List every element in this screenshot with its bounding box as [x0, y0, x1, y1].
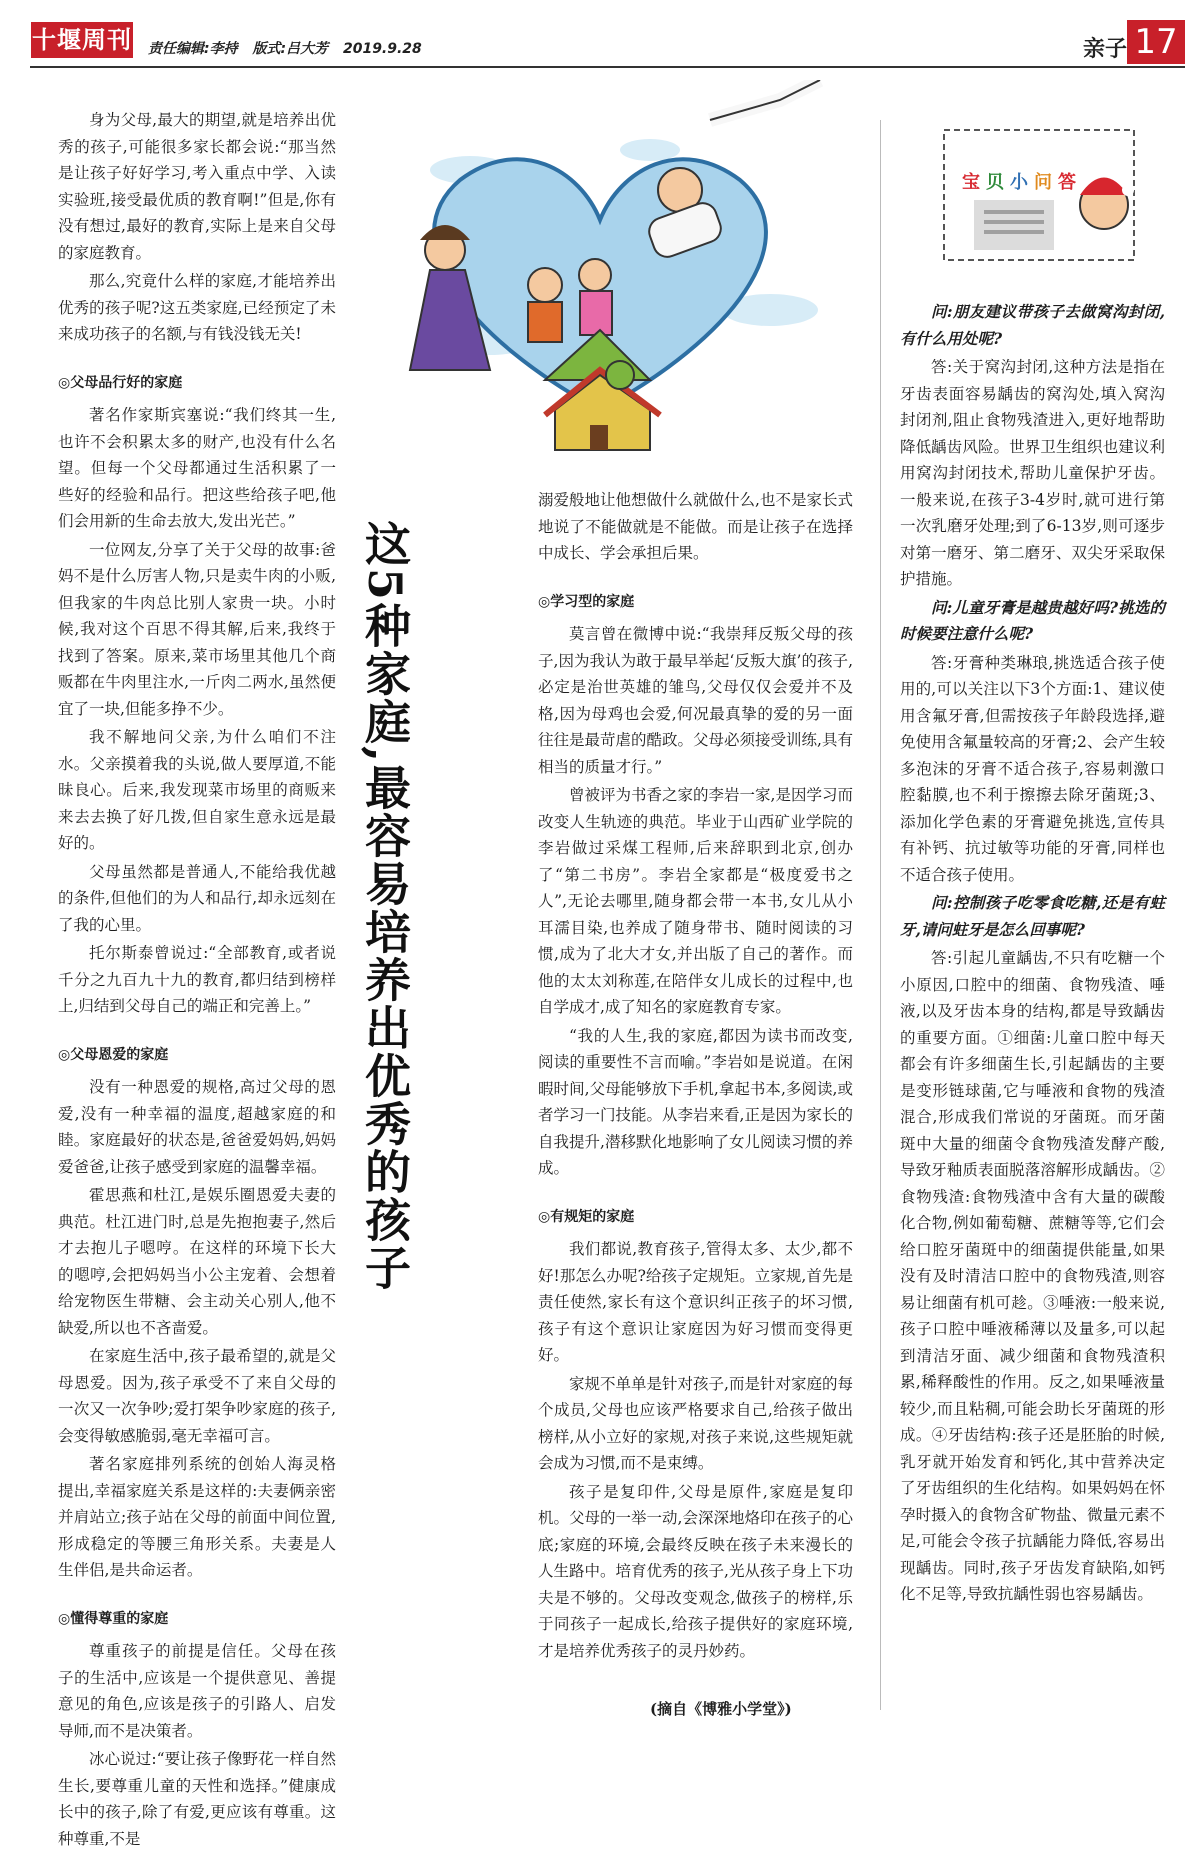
paragraph: 我们都说,教育孩子,管得太多、太少,都不好!那怎么办呢?给孩子定规矩。立家规,首先是责任使然,家长有这个意识纠正孩子的坏习惯,孩子有这个意识让家庭因为好习惯而变得更好。 [538, 1240, 853, 1364]
section-label: 亲子 [1083, 37, 1128, 62]
paragraph: 莫言曾在微博中说:“我崇拜反叛父母的孩子,因为我认为敢于最早举起‘反叛大旗’的孩子,必定是治世英雄的雏鸟,父母仅仅会爱并不及格,因为母鸡也会爱,何况最真挚的爱的另一面往往是最苛虐的酷政。父母必须接受训练,具有相当的质量才行。” [538, 625, 853, 776]
qa-question: 问:控制孩子吃零食吃糖,还是有蛀牙,请问蛀牙是怎么回事呢? [900, 893, 1165, 939]
layout-credit: 版式:吕大芳 [252, 41, 329, 57]
column-divider [880, 120, 881, 1710]
section-heading: ◎懂得尊重的家庭 [58, 1610, 169, 1627]
header-rule [30, 66, 1185, 68]
issue-date: 2019.9.28 [342, 41, 422, 57]
paragraph: “我的人生,我的家庭,都因为读书而改变,阅读的重要性不言而喻。”李岩如是说道。在闲暇时间,父母能够放下手机,拿起书本,多阅读,或者学习一门技能。从李岩来看,正是因为家长的自我提升,潜移默化地影响了女儿阅读习惯的养成。 [538, 1026, 853, 1177]
qa-title-char: 小 [1010, 172, 1034, 193]
qa-box-title [962, 168, 1082, 194]
paragraph: 曾被评为书香之家的李岩一家,是因学习而改变人生轨迹的典范。毕业于山西矿业学院的李岩做过采煤工程师,后来辞职到北京,创办了“第二书房”。李岩全家都是“极度爱书之人”,无论去哪里,随身都会带一本书,女儿从小耳濡目染,也养成了随身带书、随时阅读的习惯,成为了北大才女,并出版了自己的著作。而他的太太刘称莲,在陪伴女儿成长的过程中,也自学成才,成了知名的家庭教育专家。 [538, 786, 853, 1016]
paragraph: 在家庭生活中,孩子最希望的,就是父母恩爱。因为,孩子承受不了来自父母的一次又一次争吵;爱打架争吵家庭的孩子,会变得敏感脆弱,毫无幸福可言。 [58, 1347, 336, 1445]
paragraph: 没有一种恩爱的规格,高过父母的恩爱,没有一种幸福的温度,超越家庭的和睦。家庭最好的状态是,爸爸爱妈妈,妈妈爱爸爸,让孩子感受到家庭的温馨幸福。 [58, 1078, 336, 1176]
qa-title-char: 答 [1058, 172, 1082, 193]
section-heading: ◎父母品行好的家庭 [58, 374, 183, 391]
section-heading: ◎父母恩爱的家庭 [58, 1046, 169, 1063]
qa-box-illustration [934, 120, 1149, 270]
section-heading: ◎有规矩的家庭 [538, 1208, 635, 1225]
paragraph: 父母虽然都是普通人,不能给我优越的条件,但他们的为人和品行,却永远刻在了我的心里。 [58, 862, 336, 934]
section-heading: ◎学习型的家庭 [538, 593, 635, 610]
paragraph: 霍思燕和杜江,是娱乐圈恩爱夫妻的典范。杜江进门时,总是先抱抱妻子,然后才去抱儿子嗯哼。在这样的环境下长大的嗯哼,会把妈妈当小公主宠着、会想着给宠物医生带糖、会主动关心别人,他不缺爱,所以也不吝啬爱。 [58, 1186, 336, 1337]
qa-answer: 答:关于窝沟封闭,这种方法是指在牙齿表面容易龋齿的窝沟处,填入窝沟封闭剂,阻止食物残渣进入,更好地帮助降低龋齿风险。世界卫生组织也建议利用窝沟封闭技术,帮助儿童保护牙齿。一般来说,在孩子3-4岁时,就可进行第一次乳磨牙处理;到了6-13岁,则可逐步对第一磨牙、第二磨牙、双尖牙采取保护措施。 [900, 358, 1165, 588]
paragraph: 尊重孩子的前提是信任。父母在孩子的生活中,应该是一个提供意见、善提意见的角色,应该是孩子的引路人、启发导师,而不是决策者。 [58, 1642, 336, 1740]
qa-question: 问:朋友建议带孩子去做窝沟封闭,有什么用处呢? [900, 302, 1165, 348]
qa-title-char: 贝 [986, 172, 1010, 193]
paragraph: 冰心说过:“要让孩子像野花一样自然生长,要尊重儿童的天性和选择。”健康成长中的孩子,除了有爱,更应该有尊重。这种尊重,不是 [58, 1750, 336, 1848]
paragraph: 那么,究竟什么样的家庭,才能培养出优秀的孩子呢?这五类家庭,已经预定了未来成功孩子的名额,与有钱没钱无关! [58, 272, 336, 343]
qa-title-char: 问 [1034, 172, 1058, 193]
family-illustration [350, 80, 855, 490]
paragraph: 托尔斯泰曾说过:“全部教育,或者说千分之九百九十九的教育,都归结到榜样上,归结到父母自己的端正和完善上。” [58, 944, 336, 1015]
paragraph: 我不解地问父亲,为什么咱们不注水。父亲摸着我的头说,做人要厚道,不能昧良心。后来,我发现菜市场里的商贩来来去去换了好几拨,但自家生意永远是最好的。 [58, 728, 336, 852]
article-title: 这5种家庭,最容易培养出优秀的孩子 [358, 520, 412, 1293]
article-column-1 [58, 107, 336, 1854]
paragraph: 家规不单单是针对孩子,而是针对家庭的每个成员,父母也应该严格要求自己,给孩子做出榜样,从小立好的家规,对孩子来说,这些规矩就会成为习惯,而不是束缚。 [538, 1374, 853, 1472]
article-column-2 [538, 487, 853, 1666]
byline [148, 38, 432, 58]
newspaper-logo: 十堰周刊 [31, 22, 133, 58]
paragraph: 著名家庭排列系统的创始人海灵格提出,幸福家庭关系是这样的:夫妻俩亲密并肩站立;孩子站在父母的前面中间位置,形成稳定的等腰三角形关系。夫妻是人生伴侣,是共命运者。 [58, 1455, 336, 1579]
qa-answer: 答:牙膏种类琳琅,挑选适合孩子使用的,可以关注以下3个方面:1、建议使用含氟牙膏,但需按孩子年龄段选择,避免使用含氟量较高的牙膏;2、会产生较多泡沫的牙膏不适合孩子,容易刺激口腔黏膜,也不利于擦擦去除牙菌斑;3、添加化学色素的牙膏避免挑选,宣传具有补钙、抗过敏等功能的牙膏,同样也不适合孩子使用。 [900, 653, 1165, 884]
paragraph: 孩子是复印件,父母是原件,家庭是复印机。父母的一举一动,会深深地烙印在孩子的心底;家庭的环境,会最终反映在孩子未来漫长的人生路中。培育优秀的孩子,光从孩子身上下功夫是不够的。父母改变观念,做孩子的榜样,乐于同孩子一起成长,给孩子提供好的家庭环境,才是培养优秀孩子的灵丹妙药。 [538, 1482, 853, 1660]
paragraph: 一位网友,分享了关于父母的故事:爸妈不是什么厉害人物,只是卖牛肉的小贩,但我家的牛肉总比别人家贵一块。小时候,我对这个百思不得其解,后来,我终于找到了答案。原来,菜市场里其他几个商贩都在牛肉里注水,一斤肉二两水,虽然便宜了一块,但能多挣不少。 [58, 540, 336, 718]
editor-credit: 责任编辑:李持 [148, 41, 238, 57]
paragraph: 著名作家斯宾塞说:“我们终其一生,也许不会积累太多的财产,也没有什么名望。但每一个父母都通过生活积累了一些好的经验和品行。把这些给孩子吧,他们会用新的生命去放大,发出光芒。” [58, 406, 336, 530]
page-number: 17 [1127, 20, 1185, 64]
qa-column [900, 299, 1165, 1610]
article-source: (摘自《博雅小学堂》) [650, 1700, 792, 1718]
masthead [0, 0, 1200, 66]
qa-title-char: 宝 [962, 172, 986, 193]
paragraph: 溺爱般地让他想做什么就做什么,也不是家长式地说了不能做就是不能做。而是让孩子在选择中成长、学会承担后果。 [538, 491, 853, 562]
paragraph: 身为父母,最大的期望,就是培养出优秀的孩子,可能很多家长都会说:“那当然是让孩子好好学习,考入重点中学、入读实验班,接受最优质的教育啊!”但是,你有没有想过,最好的教育,实际上是来自父母的家庭教育。 [58, 111, 336, 262]
qa-answer: 答:引起儿童龋齿,不只有吃糖一个小原因,口腔中的细菌、食物残渣、唾液,以及牙齿本身的结构,都是导致龋齿的重要方面。①细菌:儿童口腔中每天都会有许多细菌生长,引起龋齿的主要是变形链球菌,它与唾液和食物的残渣混合,形成我们常说的牙菌斑。而牙菌斑中大量的细菌令食物残渣发酵产酸,导致牙釉质表面脱落溶解形成龋齿。②食物残渣:食物残渣中含有大量的碳酸化合物,例如葡萄糖、蔗糖等等,它们会给口腔牙菌斑中的细菌提供能量,如果没有及时清洁口腔中的食物残渣,则容易让细菌有机可趁。③唾液:一般来说,孩子口腔中唾液稀薄以及量多,可以起到清洁牙面、减少细菌和食物残渣积累,稀释酸性的作用。反之,如果唾液量较少,而且粘稠,可能会助长牙菌斑的形成。④牙齿结构:孩子还是胚胎的时候,乳牙就开始发育和钙化,其中营养决定了牙齿组织的生化结构。如果妈妈在怀孕时摄入的食物含矿物盐、微量元素不足,可能会令孩子抗龋能力降低,容易出现龋齿。同时,孩子牙齿发育缺陷,如钙化不足等,导致抗龋性弱也容易龋齿。 [900, 949, 1165, 1603]
qa-question: 问:儿童牙膏是越贵越好吗?挑选的时候要注意什么呢? [900, 597, 1165, 643]
